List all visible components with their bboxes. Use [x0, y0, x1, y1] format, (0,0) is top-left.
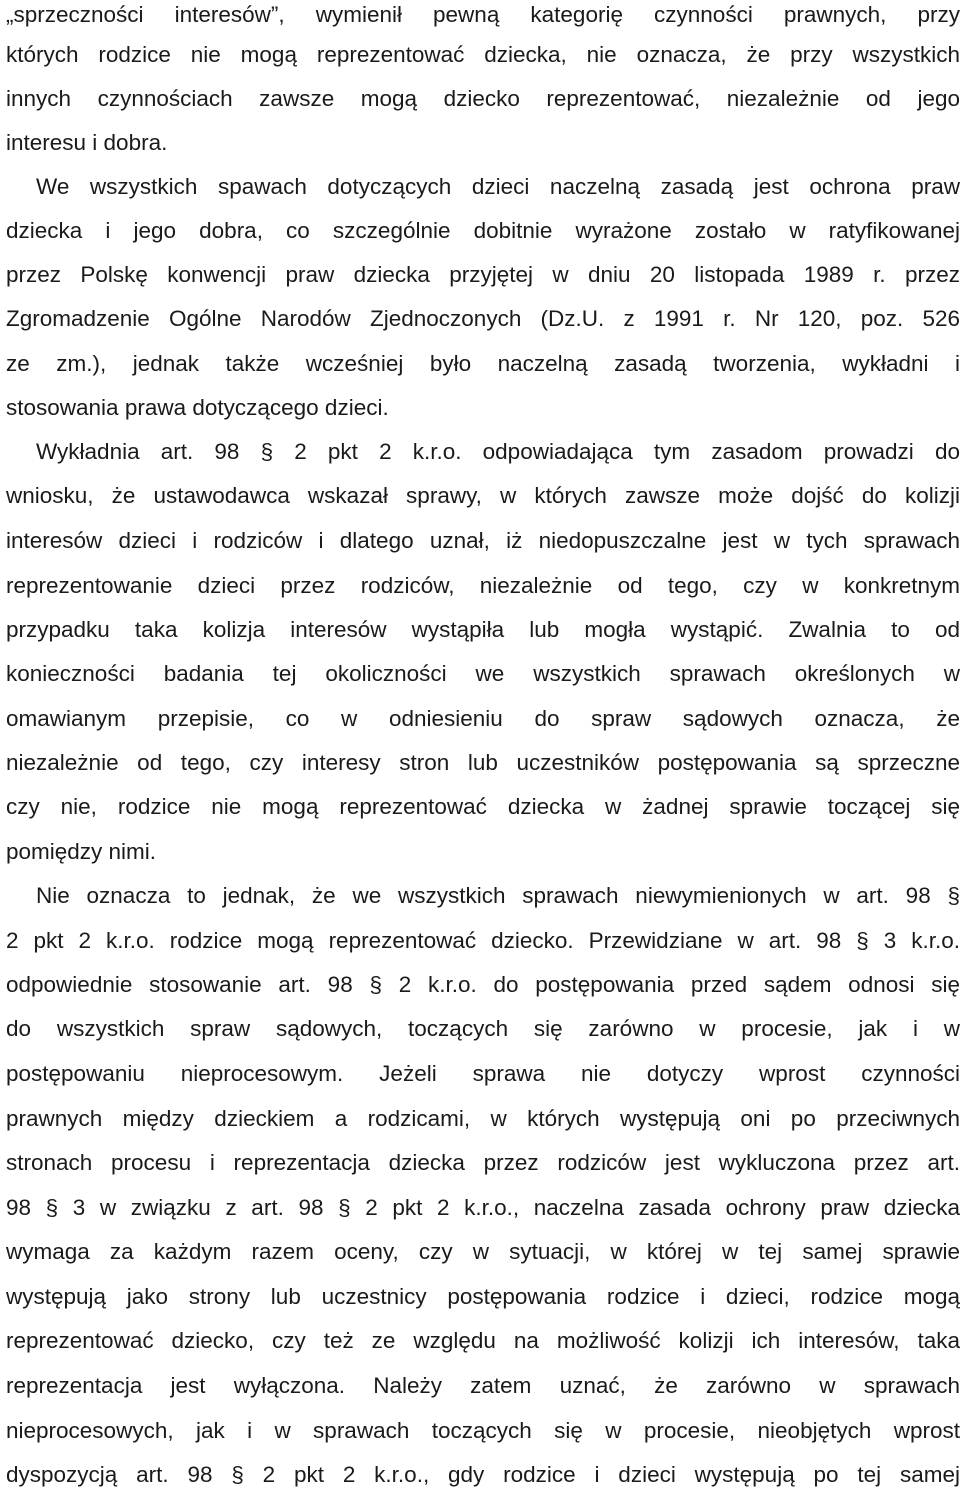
text-line: do wszystkich spraw sądowych, toczących się zarówno w procesie, jak i w [6, 1016, 960, 1041]
text-line: których rodzice nie mogą reprezentować dziecka, nie oznacza, że przy wszystkich [6, 42, 960, 67]
text-line: dyspozycją art. 98 § 2 pkt 2 k.r.o., gdy rodzice i dzieci występują po tej samej [6, 1462, 960, 1487]
text-line: wymaga za każdym razem oceny, czy w sytuacji, w której w tej samej sprawie [6, 1239, 960, 1264]
text-line: interesów dzieci i rodziców i dlatego uznał, iż niedopuszczalne jest w tych sprawach [6, 528, 960, 553]
text-line: stosowania prawa dotyczącego dzieci. [6, 395, 389, 420]
text-line: postępowaniu nieprocesowym. Jeżeli sprawa nie dotyczy wprost czynności [6, 1061, 960, 1086]
paragraph-start-line: We wszystkich spawach dotyczących dzieci naczelną zasadą jest ochrona praw [36, 174, 960, 199]
text-line: innych czynnościach zawsze mogą dziecko reprezentować, niezależnie od jego [6, 86, 960, 111]
text-line: stronach procesu i reprezentacja dziecka przez rodziców jest wykluczona przez art. [6, 1150, 960, 1175]
text-line: 2 pkt 2 k.r.o. rodzice mogą reprezentować dziecko. Przewidziane w art. 98 § 3 k.r.o. [6, 928, 960, 953]
text-line: pomiędzy nimi. [6, 839, 157, 864]
text-line: konieczności badania tej okoliczności we wszystkich sprawach określonych w [6, 661, 960, 686]
paragraph-start-line: Nie oznacza to jednak, że we wszystkich sprawach niewymienionych w art. 98 § [36, 883, 960, 908]
paragraph-start-line: Wykładnia art. 98 § 2 pkt 2 k.r.o. odpowiadająca tym zasadom prowadzi do [36, 439, 960, 464]
text-line: ze zm.), jednak także wcześniej było naczelną zasadą tworzenia, wykładni i [6, 351, 960, 376]
text-line: omawianym przepisie, co w odniesieniu do spraw sądowych oznacza, że [6, 706, 960, 731]
text-line: reprezentowanie dzieci przez rodziców, niezależnie od tego, czy w konkretnym [6, 573, 960, 598]
text-line: Zgromadzenie Ogólne Narodów Zjednoczonych (Dz.U. z 1991 r. Nr 120, poz. 526 [6, 306, 960, 331]
text-line: reprezentować dziecko, czy też ze względu na możliwość kolizji ich interesów, taka [6, 1328, 960, 1353]
text-line: interesu i dobra. [6, 130, 168, 155]
text-line: prawnych między dzieckiem a rodzicami, w których występują oni po przeciwnych [6, 1106, 960, 1131]
text-line: 98 § 3 w związku z art. 98 § 2 pkt 2 k.r.o., naczelna zasada ochrony praw dziecka [6, 1195, 960, 1220]
text-line: reprezentacja jest wyłączona. Należy zatem uznać, że zarówno w sprawach [6, 1373, 960, 1398]
text-line: wniosku, że ustawodawca wskazał sprawy, w których zawsze może dojść do kolizji [6, 483, 960, 508]
text-line: niezależnie od tego, czy interesy stron lub uczestników postępowania są sprzeczne [6, 750, 960, 775]
text-line: występują jako strony lub uczestnicy postępowania rodzice i dzieci, rodzice mogą [6, 1284, 960, 1309]
text-line: nieprocesowych, jak i w sprawach toczących się w procesie, nieobjętych wprost [6, 1418, 960, 1443]
text-line: „sprzeczności interesów”, wymienił pewną kategorię czynności prawnych, przy [6, 2, 960, 27]
text-line: odpowiednie stosowanie art. 98 § 2 k.r.o. do postępowania przed sądem odnosi się [6, 972, 960, 997]
text-line: czy nie, rodzice nie mogą reprezentować dziecka w żadnej sprawie toczącej się [6, 794, 960, 819]
text-line: przez Polskę konwencji praw dziecka przyjętej w dniu 20 listopada 1989 r. przez [6, 262, 960, 287]
text-line: przypadku taka kolizja interesów wystąpiła lub mogła wystąpić. Zwalnia to od [6, 617, 960, 642]
text-line: dziecka i jego dobra, co szczególnie dobitnie wyrażone zostało w ratyfikowanej [6, 218, 960, 243]
